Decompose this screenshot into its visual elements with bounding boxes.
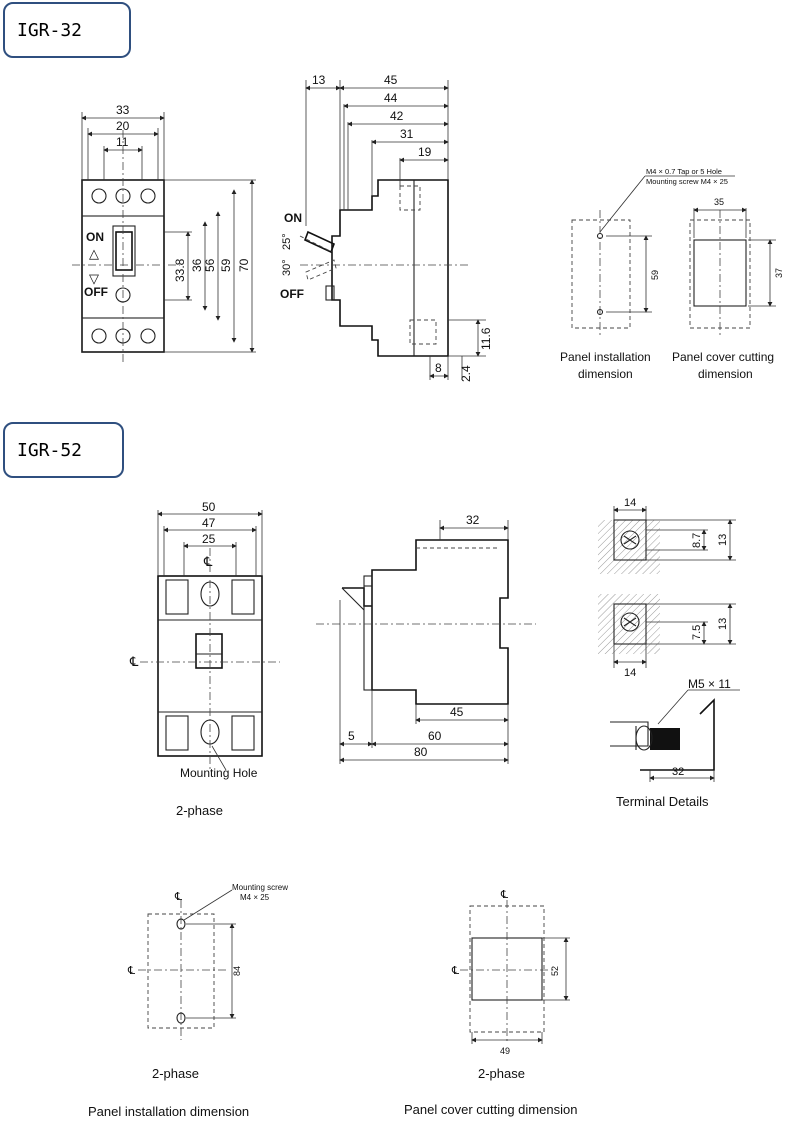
igr52-install-note-1: Mounting screw bbox=[232, 883, 289, 892]
igr52-side-dim-60: 60 bbox=[428, 729, 442, 743]
igr52-side-view bbox=[316, 513, 536, 764]
igr52-cover-cl-left: ℄ bbox=[452, 965, 460, 977]
terminal-screw-label: M5 × 11 bbox=[688, 677, 731, 691]
igr52-side-dim-5: 5 bbox=[348, 729, 355, 743]
igr32-side-angle-on: 25° bbox=[281, 233, 293, 250]
igr52-front-dim-25: 25 bbox=[202, 532, 216, 546]
igr52-cover-dim-49: 49 bbox=[500, 1046, 511, 1056]
igr32-panel-note-2: Mounting screw M4 × 25 bbox=[646, 177, 728, 186]
igr52-cover-phase: 2-phase bbox=[478, 1066, 525, 1081]
igr52-side-dim-32: 32 bbox=[466, 513, 480, 527]
igr32-panel-caption-2: dimension bbox=[578, 367, 633, 381]
igr32-dim-36: 36 bbox=[190, 258, 204, 272]
igr52-install-caption: Panel installation dimension bbox=[88, 1104, 250, 1119]
igr32-side-dim-45: 45 bbox=[384, 73, 398, 87]
igr52-front-caption: 2-phase bbox=[176, 803, 223, 818]
igr32-panel-caption-1: Panel installation bbox=[560, 350, 651, 364]
igr52-install-note-2: M4 × 25 bbox=[240, 893, 270, 902]
igr32-side-dim-44: 44 bbox=[384, 91, 398, 105]
igr52-title: IGR-52 bbox=[17, 439, 83, 461]
igr52-install-phase: 2-phase bbox=[152, 1066, 199, 1081]
igr32-front-off-arrow: ▽ bbox=[89, 271, 99, 286]
igr52-cover-dim-52: 52 bbox=[550, 965, 560, 976]
igr32-dim-33-8: 33.8 bbox=[173, 258, 187, 282]
igr52-cover-caption: Panel cover cutting dimension bbox=[404, 1102, 578, 1117]
igr52-mounting-hole-label: Mounting Hole bbox=[180, 766, 258, 780]
igr32-cover-dim-35: 35 bbox=[714, 197, 725, 207]
terminal-top-dim-8-7: 8.7 bbox=[691, 532, 703, 548]
igr52-side-dim-80: 80 bbox=[414, 745, 428, 759]
igr32-panel-note-1: M4 × 0.7 Tap or 5 Hole bbox=[646, 167, 722, 176]
igr32-side-dim-8: 8 bbox=[435, 361, 442, 375]
igr32-dim-56: 56 bbox=[203, 258, 217, 272]
igr32-side-dim-19: 19 bbox=[418, 145, 432, 159]
igr32-cover-caption-2: dimension bbox=[698, 367, 753, 381]
igr32-dim-33: 33 bbox=[116, 103, 130, 117]
igr32-front-view bbox=[72, 103, 256, 362]
igr32-side-dim-42: 42 bbox=[390, 109, 404, 123]
igr52-panel-installation bbox=[88, 883, 288, 1119]
igr52-front-view bbox=[129, 500, 280, 818]
igr32-dim-59: 59 bbox=[219, 258, 233, 272]
igr32-side-off-label: OFF bbox=[280, 287, 304, 301]
igr32-dim-70: 70 bbox=[237, 258, 251, 272]
igr32-side-dim-13: 13 bbox=[312, 73, 326, 87]
igr32-panel-dim-59: 59 bbox=[650, 269, 660, 280]
igr32-panel-installation bbox=[560, 167, 735, 381]
igr52-front-cl-left: ℄ bbox=[130, 654, 139, 669]
igr52-panel-cover bbox=[404, 889, 577, 1117]
igr52-front-dim-50: 50 bbox=[202, 500, 216, 514]
igr32-side-view bbox=[280, 73, 493, 382]
igr52-cover-cl-top: ℄ bbox=[501, 889, 509, 901]
igr52-install-cl-left: ℄ bbox=[128, 965, 136, 977]
igr32-front-on-label: ON bbox=[86, 230, 104, 244]
igr32-cover-dim-37: 37 bbox=[774, 267, 784, 278]
igr52-terminal-details bbox=[598, 497, 740, 809]
terminal-screw-shape bbox=[650, 728, 680, 750]
terminal-dim-32: 32 bbox=[672, 766, 685, 778]
igr32-side-on-label: ON bbox=[284, 211, 302, 225]
igr32-front-off-label: OFF bbox=[84, 285, 108, 299]
igr32-title: IGR-32 bbox=[17, 19, 83, 41]
terminal-details-caption: Terminal Details bbox=[616, 794, 709, 809]
igr32-side-angle-off: 30° bbox=[281, 259, 293, 276]
terminal-mid-dim-14: 14 bbox=[624, 667, 637, 679]
igr52-front-cl-top: ℄ bbox=[204, 554, 213, 569]
igr52-install-dim-84: 84 bbox=[232, 965, 242, 976]
igr32-side-dim-11-6: 11.6 bbox=[479, 327, 493, 350]
igr32-panel-cover bbox=[672, 197, 784, 381]
igr32-cover-caption-1: Panel cover cutting bbox=[672, 350, 775, 364]
igr32-side-dim-31: 31 bbox=[400, 127, 414, 141]
terminal-mid-dim-13: 13 bbox=[717, 617, 729, 630]
igr32-dim-11: 11 bbox=[116, 135, 129, 149]
igr52-side-dim-45: 45 bbox=[450, 705, 464, 719]
igr32-front-on-arrow: △ bbox=[89, 246, 99, 261]
terminal-top-dim-13: 13 bbox=[717, 533, 729, 546]
igr32-dim-20: 20 bbox=[116, 119, 130, 133]
terminal-mid-dim-7-5: 7.5 bbox=[691, 624, 703, 640]
igr32-side-dim-2-4: 2.4 bbox=[459, 365, 473, 382]
terminal-top-dim-14: 14 bbox=[624, 497, 637, 509]
igr52-front-dim-47: 47 bbox=[202, 516, 216, 530]
igr52-install-cl-top: ℄ bbox=[175, 891, 183, 903]
